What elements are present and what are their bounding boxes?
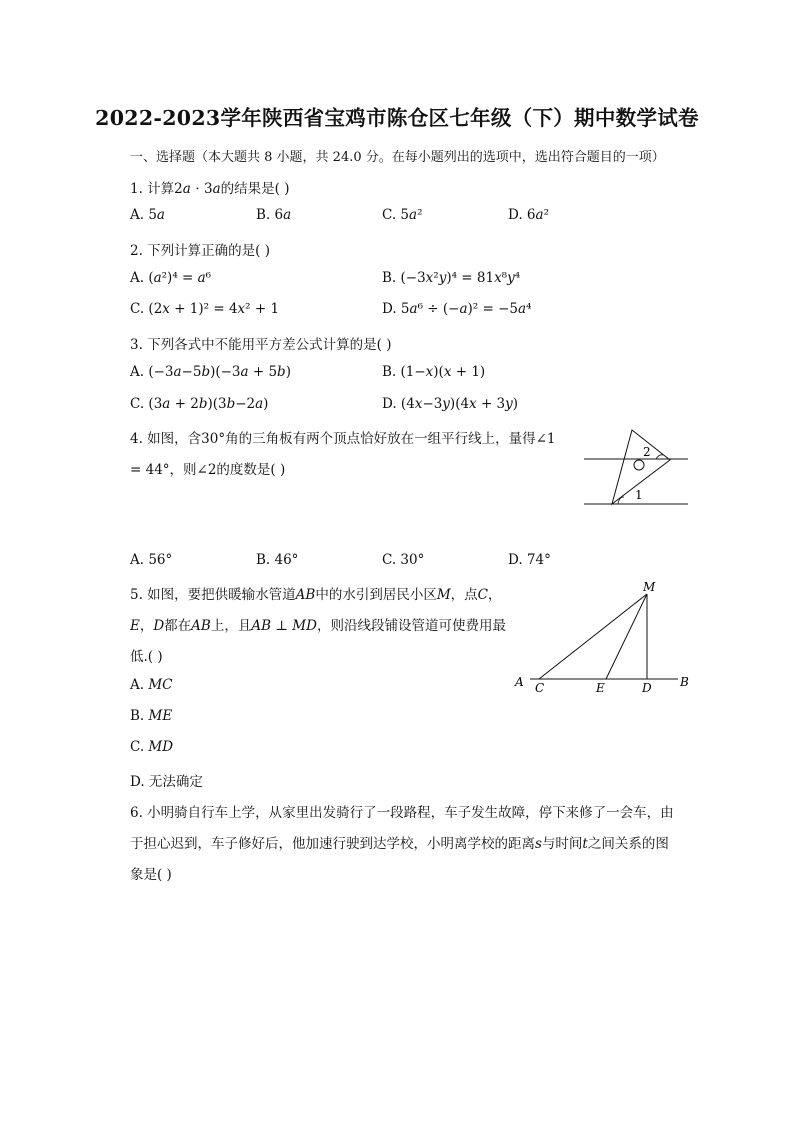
q4-label-angle-1: 1	[635, 488, 643, 502]
q3-option-b: B. (1−𝑥)(𝑥 + 1)	[382, 364, 486, 380]
q5-option-d: D. 无法确定	[130, 774, 203, 790]
q4-option-d: D. 74°	[508, 552, 551, 568]
q4-ruler-hole	[634, 460, 644, 470]
question-1: 1. 计算2𝑎 ⋅ 3𝑎的结果是( )	[130, 181, 290, 197]
question-3: 3. 下列各式中不能用平方差公式计算的是( )	[130, 337, 392, 353]
q4-figure	[580, 425, 692, 510]
q5-option-c: C. 𝑀𝐷	[130, 739, 174, 755]
section-heading: 一、选择题（本大题共 8 小题，共 24.0 分。在每小题列出的选项中，选出符合题目的一项）	[130, 150, 665, 165]
q5-option-b: B. 𝑀𝐸	[130, 708, 173, 724]
q4-option-b: B. 46°	[256, 552, 299, 568]
q5-option-a: A. 𝑀𝐶	[130, 677, 173, 693]
q5-label-b: 𝐵	[680, 675, 689, 689]
q3-option-a: A. (−3𝑎−5𝑏)(−3𝑎 + 5𝑏)	[130, 364, 291, 380]
q2-option-a: A. (𝑎²)⁴ = 𝑎⁶	[130, 270, 212, 286]
question-5-line-3: 低.( )	[130, 649, 163, 665]
question-6-line-3: 象是( )	[130, 867, 172, 883]
q5-segment-me	[606, 594, 647, 679]
q1-option-c: C. 5𝑎²	[382, 207, 423, 223]
q4-option-c: C. 30°	[382, 552, 425, 568]
q1-option-a: A. 5𝑎	[130, 207, 165, 223]
question-6-line-2: 于担心迟到，车子修好后，他加速行驶到达学校，小明离学校的距离𝑠与时间𝑡之间关系的图	[130, 836, 669, 852]
q1-option-b: B. 6𝑎	[256, 207, 292, 223]
q4-label-angle-2: 2	[643, 445, 651, 459]
question-6-line-1: 6. 小明骑自行车上学，从家里出发骑行了一段路程，车子发生故障，停下来修了一会车，由	[130, 805, 674, 821]
question-2: 2. 下列计算正确的是( )	[130, 243, 270, 259]
page-title: 2022-2023学年陕西省宝鸡市陈仓区七年级（下）期中数学试卷	[95, 106, 699, 130]
q2-option-c: C. (2𝑥 + 1)² = 4𝑥² + 1	[130, 301, 280, 317]
q5-segment-mc	[539, 594, 647, 679]
q3-option-c: C. (3𝑎 + 2𝑏)(3𝑏−2𝑎)	[130, 396, 269, 412]
q5-label-e: 𝐸	[596, 681, 605, 695]
q2-option-b: B. (−3𝑥²𝑦)⁴ = 81𝑥⁸𝑦⁴	[382, 270, 521, 286]
question-4-line-1: 4. 如图，含30°角的三角板有两个顶点恰好放在一组平行线上，量得∠1	[130, 431, 556, 447]
question-4-line-2: = 44°，则∠2的度数是( )	[130, 462, 286, 478]
q5-label-m: 𝑀	[643, 580, 656, 594]
q5-label-a: 𝐴	[515, 675, 524, 689]
q1-option-d: D. 6𝑎²	[508, 207, 549, 223]
q5-label-d: 𝐷	[642, 681, 652, 695]
q2-option-d: D. 5𝑎⁶ ÷ (−𝑎)² = −5𝑎⁴	[382, 301, 532, 317]
q5-figure	[510, 580, 700, 695]
question-5-line-1: 5. 如图，要把供暖输水管道𝐴𝐵中的水引到居民小区𝑀，点𝐶，	[130, 587, 502, 603]
q4-angle-2-arc	[656, 455, 663, 459]
question-5-line-2: 𝐸，𝐷都在𝐴𝐵上，且𝐴𝐵 ⊥ 𝑀𝐷，则沿线段铺设管道可使费用最	[130, 618, 506, 634]
q3-option-d: D. (4𝑥−3𝑦)(4𝑥 + 3𝑦)	[382, 396, 519, 412]
q4-option-a: A. 56°	[130, 552, 173, 568]
q5-label-c: 𝐶	[535, 681, 545, 695]
q4-angle-1-arc	[618, 497, 624, 504]
